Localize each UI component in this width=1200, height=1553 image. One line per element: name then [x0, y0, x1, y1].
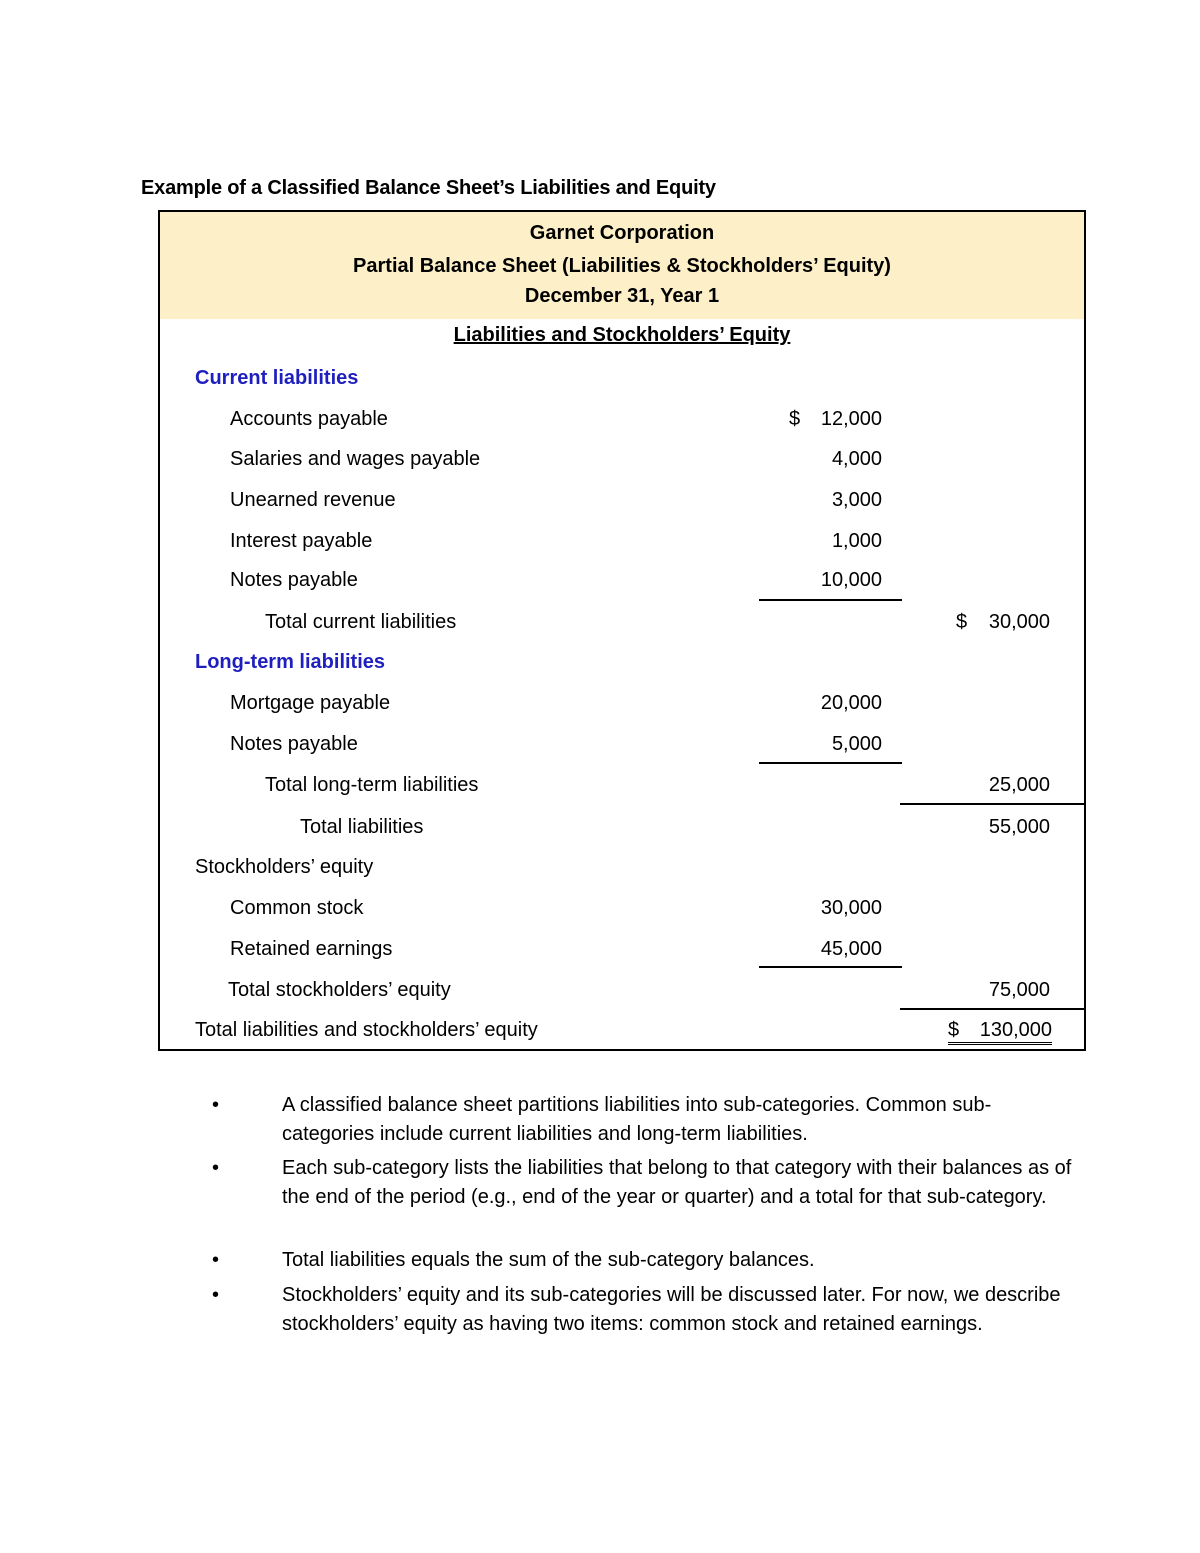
bullet-text: A classified balance sheet partitions liabilities into sub-categories. Common sub-categories include current liabilities and long-term liabilities.	[282, 1094, 992, 1145]
line-item-amount: 1,000	[831, 530, 882, 552]
bullet-glyph: •	[212, 1094, 220, 1116]
table-row	[160, 975, 1084, 1005]
document-title: Example of a Classified Balance Sheet’s Liabilities and Equity	[141, 177, 716, 199]
table-row	[160, 812, 1084, 842]
table-row	[160, 934, 1084, 964]
line-item-label: Common stock	[230, 897, 364, 919]
subtotal-rule	[759, 966, 902, 968]
table-row	[160, 1015, 1084, 1045]
grand-total-label: Total liabilities and stockholders’ equity	[195, 1019, 538, 1041]
category-row	[160, 363, 1084, 393]
total-liabilities-label: Total liabilities	[300, 816, 424, 838]
table-row	[160, 607, 1084, 637]
category-row	[160, 852, 1084, 882]
line-item-label: Accounts payable	[230, 408, 388, 430]
sheet-header	[160, 212, 1084, 319]
sheet-subtitle: Partial Balance Sheet (Liabilities & Stockholders’ Equity)	[353, 255, 891, 277]
line-item-label: Retained earnings	[230, 938, 393, 960]
line-item-amount: 20,000	[820, 692, 882, 714]
bullet-glyph: •	[212, 1284, 220, 1306]
company-name: Garnet Corporation	[529, 222, 715, 244]
long-term-liabilities-heading: Long-term liabilities	[195, 651, 386, 673]
total-long-term-liabilities-amount: 25,000	[988, 774, 1050, 796]
line-item-amount: 5,000	[831, 733, 882, 755]
table-row	[160, 526, 1084, 556]
line-item-label: Salaries and wages payable	[230, 448, 481, 470]
line-item-amount: 3,000	[831, 489, 882, 511]
subtotal-rule	[759, 762, 902, 764]
bullet-glyph: •	[212, 1157, 220, 1179]
total-current-liabilities-label: Total current liabilities	[265, 611, 457, 633]
currency-symbol: $	[789, 408, 801, 430]
total-stockholders-equity-label: Total stockholders’ equity	[228, 979, 451, 1001]
grand-total-amount: 130,000	[979, 1019, 1052, 1041]
table-row	[160, 770, 1084, 800]
table-row	[160, 893, 1084, 923]
current-liabilities-heading: Current liabilities	[195, 367, 359, 389]
line-item-amount: 12,000	[820, 408, 882, 430]
bullet-text: Total liabilities equals the sum of the sub-category balances.	[282, 1249, 815, 1271]
line-item-label: Mortgage payable	[230, 692, 391, 714]
balance-sheet	[158, 210, 1086, 1051]
subtotal-rule	[759, 599, 902, 601]
grand-total-cell	[948, 1015, 1052, 1045]
line-item-amount: 45,000	[820, 938, 882, 960]
bullet-text: Stockholders’ equity and its sub-categories will be discussed later. For now, we describe stockholders’ equity as having two items: common stock and retained earnings.	[282, 1284, 1061, 1335]
line-item-label: Interest payable	[230, 530, 373, 552]
bullet-glyph: •	[212, 1249, 220, 1271]
total-liabilities-amount: 55,000	[988, 816, 1050, 838]
bullet-text: Each sub-category lists the liabilities that belong to that category with their balances as of the end of the period (e.g., end of the year or quarter) and a total for that sub-category.	[282, 1157, 1072, 1208]
table-row	[160, 444, 1084, 474]
table-row	[160, 485, 1084, 515]
table-row	[160, 729, 1084, 759]
total-long-term-liabilities-label: Total long-term liabilities	[265, 774, 479, 796]
total-stockholders-equity-amount: 75,000	[988, 979, 1050, 1001]
currency-symbol: $	[948, 1019, 960, 1041]
section-heading: Liabilities and Stockholders’ Equity	[453, 324, 791, 346]
stockholders-equity-heading: Stockholders’ equity	[195, 856, 374, 878]
total-current-liabilities-amount: 30,000	[988, 611, 1050, 633]
line-item-label: Notes payable	[230, 569, 358, 591]
line-item-label: Notes payable	[230, 733, 358, 755]
table-row	[160, 404, 1084, 434]
line-item-label: Unearned revenue	[230, 489, 396, 511]
line-item-amount: 30,000	[820, 897, 882, 919]
currency-symbol: $	[956, 611, 968, 633]
sheet-date: December 31, Year 1	[524, 285, 720, 307]
table-row	[160, 688, 1084, 718]
line-item-amount: 4,000	[831, 448, 882, 470]
category-row	[160, 647, 1084, 677]
line-item-amount: 10,000	[820, 569, 882, 591]
table-row	[160, 565, 1084, 595]
total-rule	[900, 1008, 1086, 1010]
total-rule	[900, 803, 1086, 805]
